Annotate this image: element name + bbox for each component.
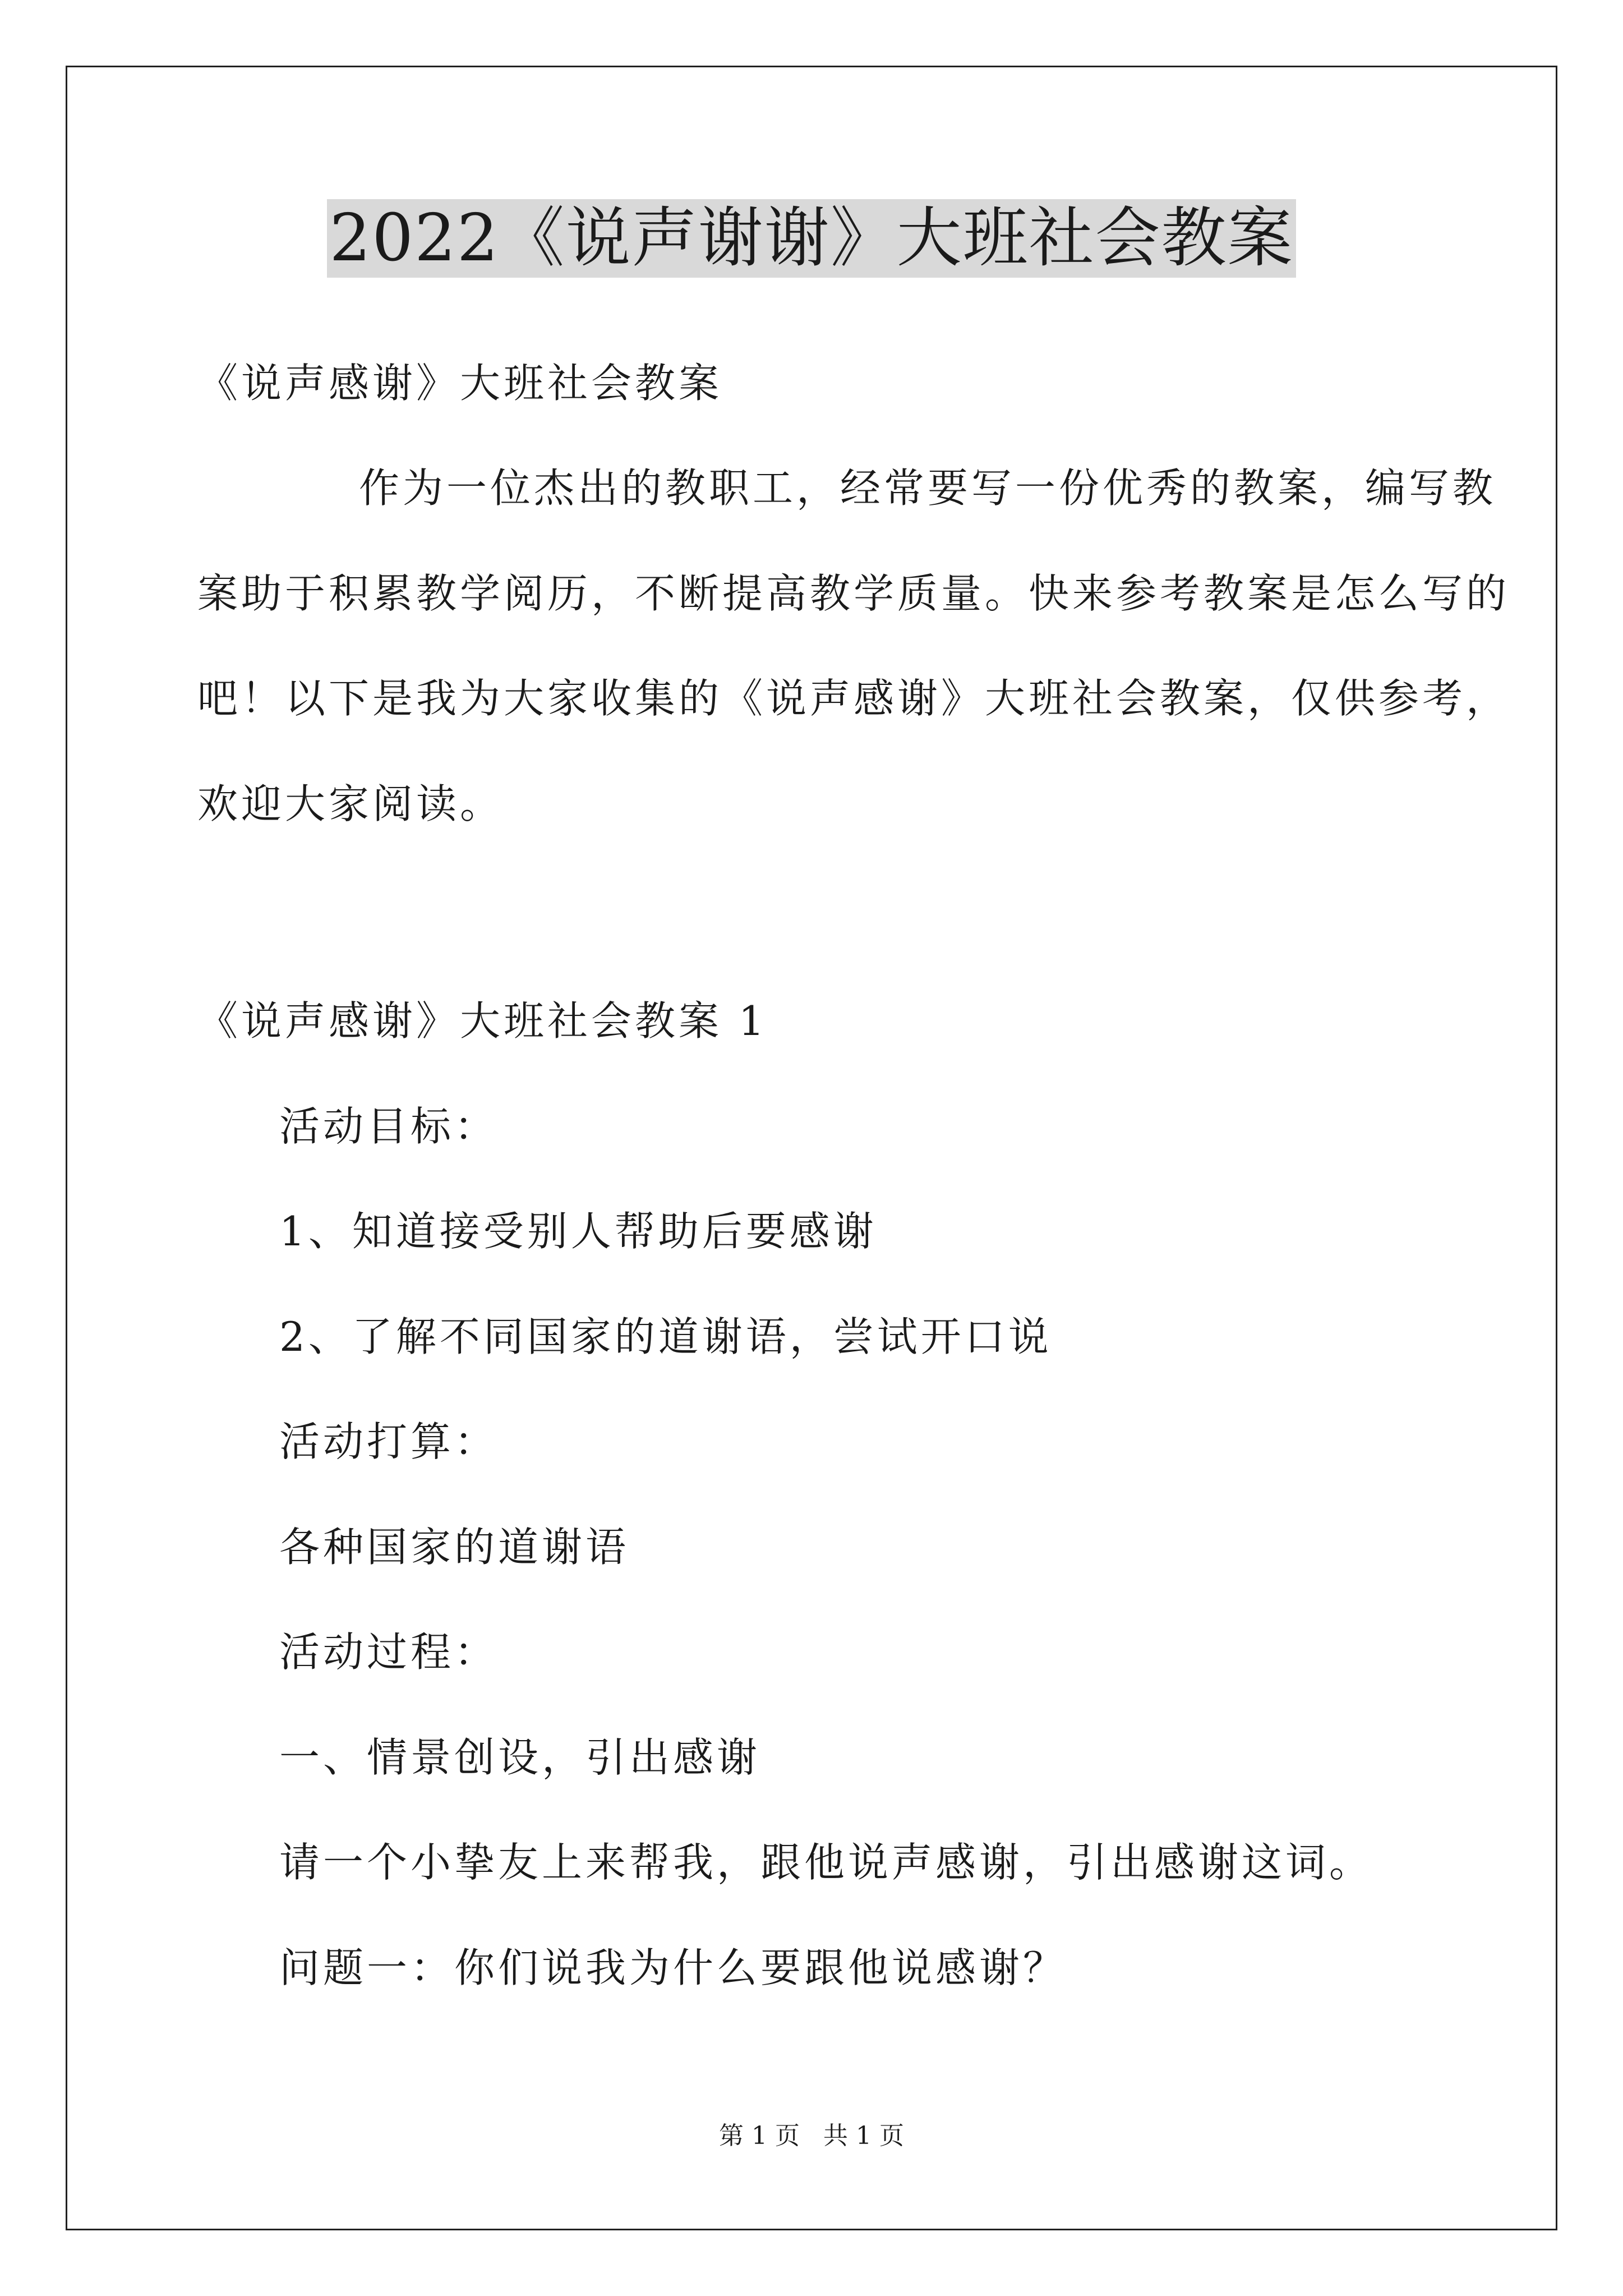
body-line-8: 请一个小挚友上来帮我，跟他说声感谢，引出感谢这词。 [279, 1839, 1373, 1886]
intro-line-4: 欢迎大家阅读。 [197, 780, 504, 827]
body-line-4: 活动打算： [279, 1418, 499, 1465]
body-line-1: 活动目标： [279, 1103, 499, 1150]
body-line-2: 1、知道接受别人帮助后要感谢 [279, 1208, 877, 1255]
page-number: 第 1 页 [719, 2122, 800, 2150]
body-line-5: 各种国家的道谢语 [279, 1524, 630, 1571]
intro-line-1: 作为一位杰出的教职工，经常要写一份优秀的教案，编写教 [359, 464, 1497, 512]
section-title: 《说声感谢》大班社会教案 1 [197, 997, 768, 1045]
intro-line-3: 吧！以下是我为大家收集的《说声感谢》大班社会教案，仅供参考， [197, 675, 1510, 722]
page-footer [0, 2119, 1623, 2153]
body-line-3: 2、了解不同国家的道谢语，尝试开口说 [279, 1313, 1052, 1360]
body-line-7: 一、情景创设，引出感谢 [279, 1734, 761, 1781]
body-line-6: 活动过程： [279, 1628, 499, 1676]
body-line-9: 问题一：你们说我为什么要跟他说感谢？ [279, 1944, 1067, 1991]
page-total: 共 1 页 [823, 2122, 904, 2150]
document-subtitle: 《说声感谢》大班社会教案 [197, 360, 723, 407]
document-title: 2022《说声谢谢》大班社会教案 [327, 199, 1295, 278]
intro-line-2: 案助于积累教学阅历，不断提高教学质量。快来参考教案是怎么写的 [197, 570, 1510, 617]
title-container [0, 199, 1623, 278]
